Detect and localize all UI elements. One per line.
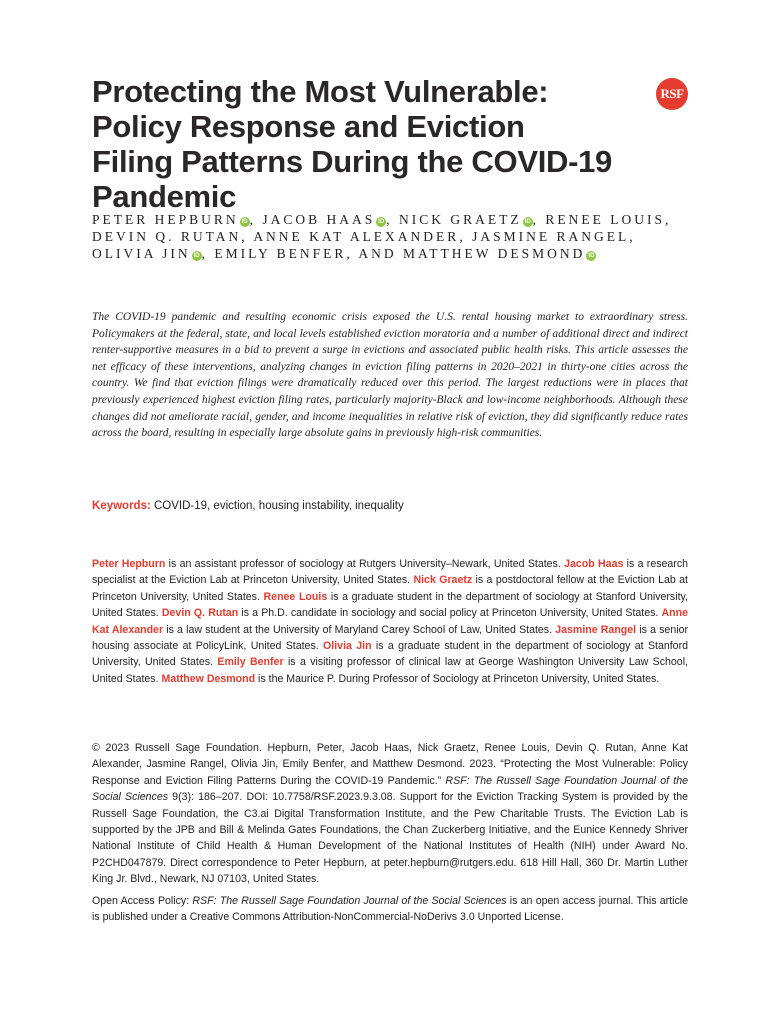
author-name: ANNE KAT ALEXANDER — [253, 229, 460, 244]
open-access-journal: RSF: The Russell Sage Foundation Journal of the Social Sciences — [192, 895, 507, 907]
bio-author-name: Jasmine Rangel — [555, 623, 637, 636]
bio-text: is a Ph.D. candidate in sociology and social policy at Princeton University, United States. — [238, 607, 662, 620]
orcid-icon[interactable]: ID — [378, 219, 385, 225]
bio-text: is a visiting professor of clinical law at George Washington University Law School, United States. — [92, 656, 688, 685]
author-name: JACOB HAAS — [262, 212, 376, 227]
bio-text: is a research specialist at the Eviction Lab at Princeton University, United States. — [92, 558, 689, 587]
bio-author-name: Nick Graetz — [413, 574, 473, 587]
bio-author-name: Emily Benfer — [217, 656, 284, 669]
keywords — [92, 498, 688, 514]
rsf-logo: RSF — [656, 78, 688, 110]
author-separator: , — [665, 212, 672, 227]
author-name: EMILY BENFER — [214, 246, 347, 261]
author-separator: , — [629, 229, 636, 244]
orcid-icon[interactable]: ID — [524, 219, 531, 225]
open-access-text: is an open access journal. This article is published under a Creative Commons Attribution-NonCommercial-NoDerivs 3.0 Unported License. — [92, 895, 688, 924]
author-separator: , — [386, 212, 400, 227]
author-name: DEVIN Q. RUTAN — [92, 229, 242, 244]
open-access-policy — [92, 893, 688, 926]
bio-author-name: Anne Kat Alexander — [92, 607, 688, 636]
author-name: OLIVIA JIN — [92, 246, 191, 261]
bio-author-name: Matthew Desmond — [161, 672, 256, 685]
bio-author-name: Devin Q. Rutan — [161, 607, 239, 620]
author-name: RENEE LOUIS — [545, 212, 666, 227]
bio-author-name: Jacob Haas — [564, 558, 624, 570]
author-bios — [92, 556, 688, 687]
keywords-label: Keywords: — [92, 500, 151, 512]
journal-name: RSF: The Russell Sage Foundation Journal of the Social Sciences — [92, 774, 688, 804]
author-name: MATTHEW DESMOND — [403, 246, 586, 261]
author-separator: , — [241, 229, 254, 244]
bio-text: is an assistant professor of sociology at Rutgers University–Newark, United States. — [165, 558, 565, 570]
author-separator: , — [249, 212, 263, 227]
article-title: Protecting the Most Vulnerable: Policy Response and Eviction Filing Patterns During the COVID-19 Pandemic — [92, 74, 612, 214]
author-name: PETER HEPBURN — [92, 212, 239, 227]
author-name: NICK GRAETZ — [399, 212, 522, 227]
author-separator: , — [459, 229, 473, 244]
bio-author-name: Peter Hepburn — [92, 558, 166, 570]
bio-text: is a graduate student in the department of sociology at Stanford University, United States. — [92, 640, 688, 669]
bio-text: is a graduate student in the department of sociology at Stanford University, United States. — [92, 590, 688, 620]
bio-author-name: Renee Louis — [263, 590, 328, 603]
bio-text: is a law student at the University of Maryland Carey School of Law, United States. — [163, 623, 556, 636]
author-separator: , AND — [346, 246, 404, 261]
author-list — [92, 211, 702, 262]
copyright-text: © 2023 Russell Sage Foundation. Hepburn, Peter, Jacob Haas, Nick Graetz, Renee Louis, Devin Q. Rutan, Anne Kat Alexander, Jasmine Rangel, Olivia Jin, Emily Benfer, and Matthew Desmond. 2023. “Protecting the Most Vulnerable: Policy Response and Eviction Filing Patterns During the COVID-19 Pandemic.” — [92, 742, 688, 787]
copyright-notice — [92, 740, 688, 888]
bio-text: is a postdoctoral fellow at the Eviction Lab at Princeton University, United States. — [92, 574, 688, 603]
keywords-text: COVID-19, eviction, housing instability, inequality — [150, 500, 404, 512]
copyright-text-2: 9(3): 186–207. DOI: 10.7758/RSF.2023.9.3.08. Support for the Eviction Tracking System is provided by the Russell Sage Foundation, the C3.ai Digital Transformation Institute, and the Pew Charitable Trusts. The Eviction Lab is supported by the JPB and Bill & Melinda Gates Foundations, the Chan Zuckerberg Initiative, and the Eunice Kennedy Shriver National Institute of Child Health & Human Development of the National Institutes of Health (NIH) under Award No. P2CHD047879. Direct correspondence to Peter Hepburn, at peter.hepburn@rutgers.edu. 618 Hill Hall, 360 Dr. Martin Luther King Jr. Blvd., Newark, NJ 07103, United States. — [92, 791, 688, 886]
orcid-icon[interactable]: ID — [588, 253, 595, 259]
bio-text: is a senior housing associate at PolicyLink, United States. — [92, 623, 688, 653]
orcid-icon[interactable]: ID — [193, 253, 200, 259]
orcid-icon[interactable]: ID — [241, 219, 248, 225]
bio-text: is the Maurice P. During Professor of Sociology at Princeton University, United States. — [255, 672, 660, 685]
author-separator: , — [201, 246, 215, 261]
author-name: JASMINE RANGEL — [472, 229, 630, 244]
abstract: The COVID-19 pandemic and resulting economic crisis exposed the U.S. rental housing market to extraordinary stress. Policymakers at the federal, state, and local levels established eviction moratoria and a number of additional direct and indirect renter-supportive measures in a bid to prevent a surge in evictions and associated public health risks. This article assesses the net efficacy of these interventions, analyzing changes in eviction filing patterns in 2020–2021 in thirty-one cities across the country. We find that eviction filings were dramatically reduced over this period. The largest reductions were in places that previously experienced highest eviction filing rates, particularly majority-Black and low-income neighborhoods. Although these changes did not ameliorate racial, gender, and income inequalities in relative risk of eviction, they did significantly reduce rates across the board, resulting in especially large absolute gains in previously high-risk communities. — [92, 311, 688, 440]
bio-author-name: Olivia Jin — [323, 640, 372, 653]
open-access-label: Open Access Policy: — [92, 895, 193, 907]
author-separator: , — [532, 212, 546, 227]
